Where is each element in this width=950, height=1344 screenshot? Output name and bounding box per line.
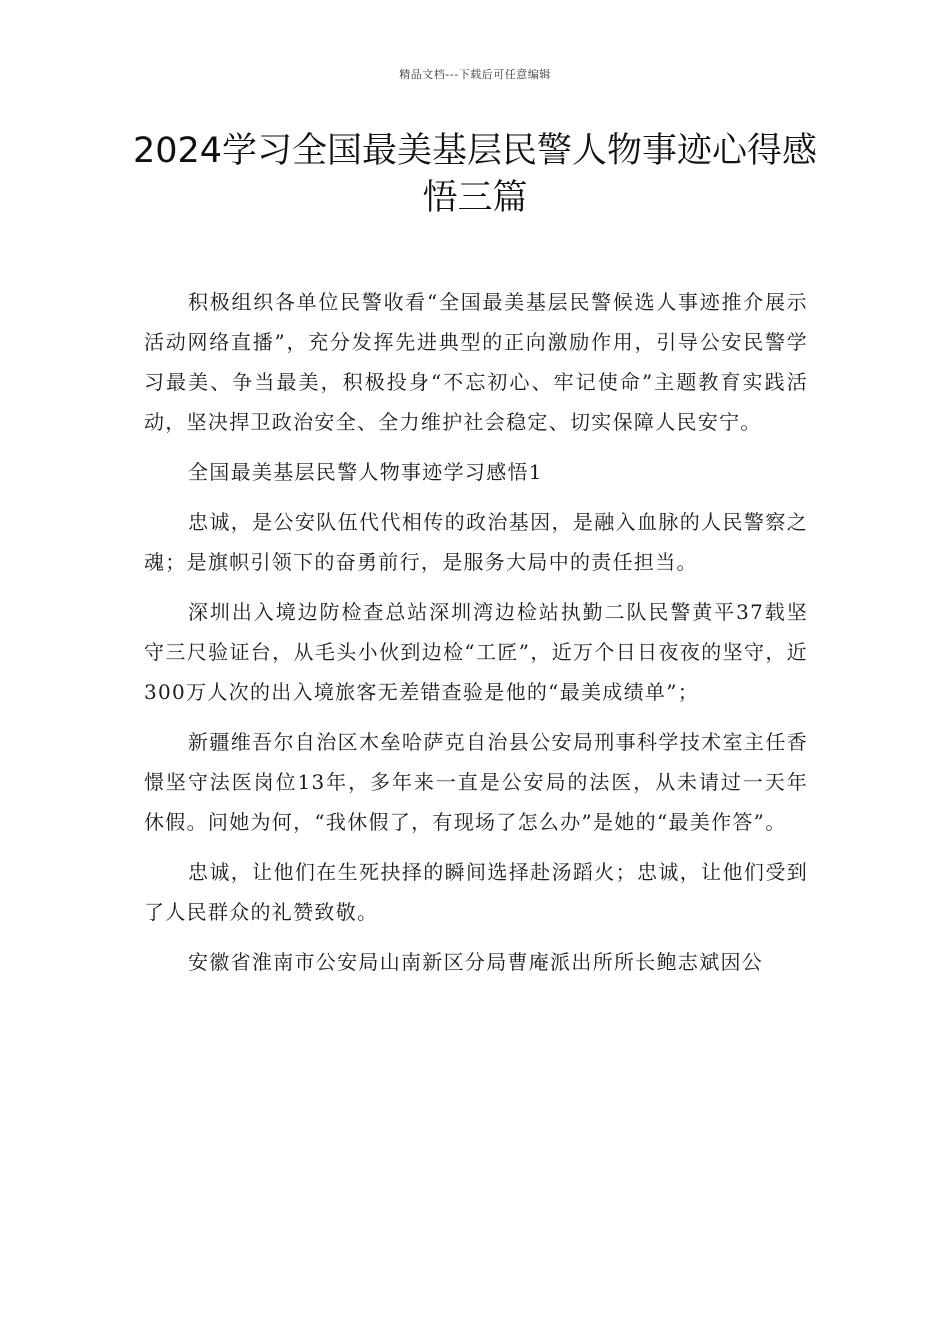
paragraph-huang-ping: 深圳出入境边防检查总站深圳湾边检站执勤二队民警黄平37载坚守三尺验证台，从毛头小伙到边检“工匠”，近万个日日夜夜的坚守，近300万人次的出入境旅客无差错查验是他的“最美成绩单”；: [144, 600, 808, 704]
section-heading: 全国最美基层民警人物事迹学习感悟1: [188, 460, 543, 484]
document-body: [144, 282, 808, 982]
document-title: 2024学习全国最美基层民警人物事迹心得感悟三篇: [132, 131, 818, 218]
paragraph-loyalty: 忠诚，是公安队伍代代相传的政治基因，是融入血脉的人民警察之魂；是旗帜引领下的奋勇前行，是服务大局中的责任担当。: [144, 510, 808, 574]
paragraph-loyalty-2: 忠诚，让他们在生死抉择的瞬间选择赴汤蹈火；忠诚，让他们受到了人民群众的礼赞致敬。: [144, 860, 808, 924]
paragraph-intro: 积极组织各单位民警收看“全国最美基层民警候选人事迹推介展示活动网络直播”，充分发挥先进典型的正向激励作用，引导公安民警学习最美、争当最美，积极投身“不忘初心、牢记使命”主题教育实践活动，坚决捍卫政治安全、全力维护社会稳定、切实保障人民安宁。: [144, 290, 808, 434]
paragraph-bao-zhibin: 安徽省淮南市公安局山南新区分局曹庵派出所所长鲍志斌因公: [188, 950, 764, 974]
header-note: 精品文档---下载后可任意编辑: [399, 68, 551, 81]
paragraph-xiang-jing: 新疆维吾尔自治区木垒哈萨克自治县公安局刑事科学技术室主任香憬坚守法医岗位13年，多年来一直是公安局的法医，从未请过一天年休假。问她为何，“我休假了，有现场了怎么办”是她的“最美作答”。: [144, 730, 808, 834]
